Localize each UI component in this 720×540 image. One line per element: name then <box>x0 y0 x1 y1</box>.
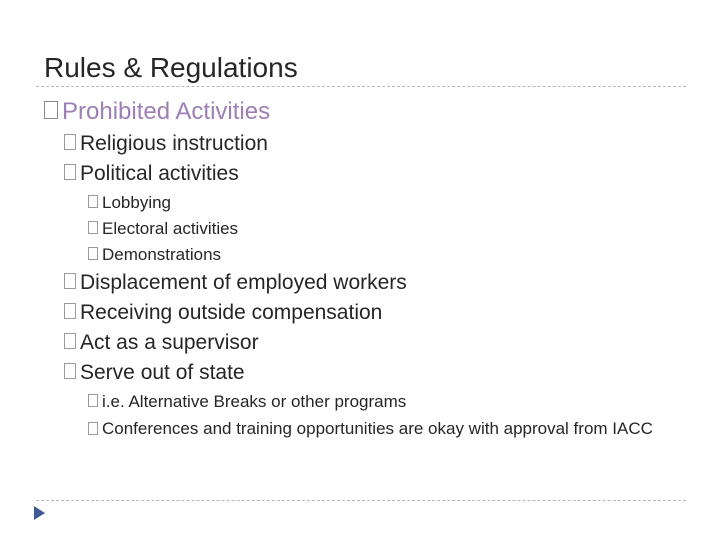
bullet-text: Displacement of employed workers <box>80 271 407 294</box>
bullet-level-2 <box>88 245 221 265</box>
square-bullet-icon <box>88 394 98 407</box>
square-bullet-icon <box>88 195 98 208</box>
square-bullet-icon <box>64 333 76 349</box>
bullet-level-2 <box>88 219 238 239</box>
square-bullet-icon <box>88 221 98 234</box>
bullet-level-2 <box>88 392 406 412</box>
square-bullet-icon <box>64 303 76 319</box>
footer-divider <box>36 500 686 501</box>
bullet-text: Religious instruction <box>80 132 268 155</box>
square-bullet-icon <box>64 134 76 150</box>
bullet-text: Demonstrations <box>102 245 222 264</box>
bullet-text: i.e. Alternative Breaks or other programs <box>102 392 407 411</box>
bullet-text: Act as a supervisor <box>80 331 259 354</box>
square-bullet-icon <box>88 422 98 435</box>
bullet-level-1 <box>64 361 245 385</box>
square-bullet-icon <box>64 164 76 180</box>
bullet-text: Conferences and training opportunities are okay with approval from IACC <box>102 419 653 438</box>
title-divider <box>36 86 686 87</box>
square-bullet-icon <box>64 273 76 289</box>
bullet-level-1 <box>64 331 259 355</box>
bullet-level-0 <box>44 98 270 126</box>
triangle-marker-icon <box>34 506 45 520</box>
bullet-level-1 <box>64 132 268 156</box>
bullet-level-1 <box>64 271 407 295</box>
bullet-text: Electoral activities <box>102 219 239 238</box>
bullet-level-2 <box>88 418 673 439</box>
bullet-level-1 <box>64 301 382 325</box>
bullet-text: Political activities <box>80 162 239 185</box>
bullet-text: Prohibited Activities <box>62 98 271 125</box>
bullet-text: Lobbying <box>102 193 172 212</box>
slide-title: Rules & Regulations <box>44 52 298 83</box>
bullet-level-2 <box>88 193 171 213</box>
bullet-level-1 <box>64 162 239 186</box>
bullet-text: Receiving outside compensation <box>80 301 383 324</box>
square-bullet-icon <box>88 247 98 260</box>
bullet-text: Serve out of state <box>80 361 245 384</box>
square-bullet-icon <box>64 363 76 379</box>
square-bullet-icon <box>44 101 58 119</box>
